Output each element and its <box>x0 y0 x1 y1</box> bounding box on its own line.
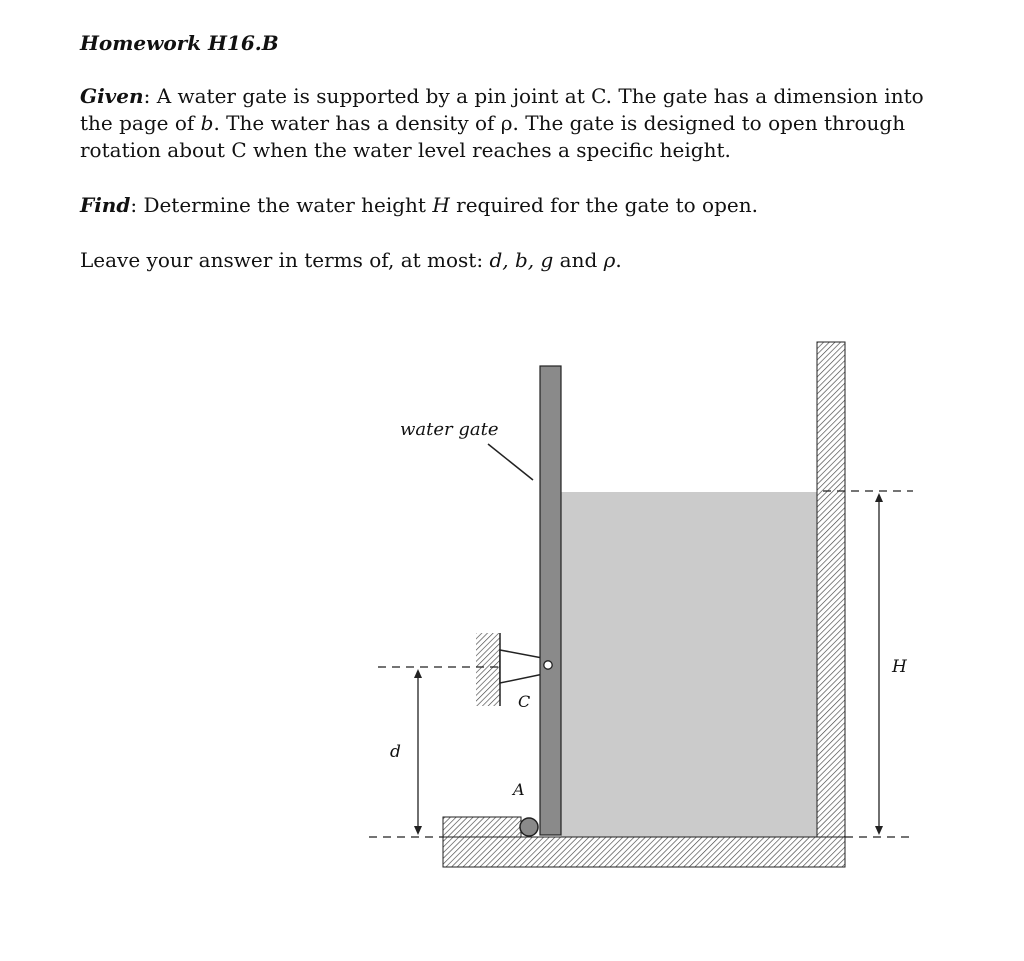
water-region <box>561 492 817 837</box>
find-var-H: H <box>432 193 450 217</box>
hinge-a-label: A <box>513 780 525 799</box>
answer-text-2: and <box>553 248 604 272</box>
answer-vars: d, b, g <box>489 248 554 272</box>
dim-d-arrow-top <box>414 669 422 678</box>
floor-step <box>443 817 521 837</box>
right-wall <box>817 342 845 837</box>
homework-title: Homework H16.B <box>80 31 279 55</box>
dim-h-arrow-top <box>875 493 883 502</box>
hinge-a-roller <box>520 818 538 836</box>
pin-c <box>544 661 552 669</box>
given-text-1: A water gate is supported by a pin joint at C. The gate has a dimension into the page of <box>80 84 924 135</box>
gate-leader-line <box>488 444 533 480</box>
given-text-2: . The water has a density of ρ. The gate is designed to open through rotation about C when the water level reaches a specific height. <box>80 111 906 162</box>
dim-d-arrow-bottom <box>414 826 422 835</box>
find-label: Find <box>80 193 131 217</box>
find-text-2: required for the gate to open. <box>449 193 758 217</box>
answer-text-1: Leave your answer in terms of, at most: <box>80 248 490 272</box>
find-sep: : <box>130 193 144 217</box>
given-var-b: b <box>200 111 214 135</box>
answer-rho: ρ <box>603 248 616 272</box>
given-sep: : <box>143 84 157 108</box>
answer-text-3: . <box>615 248 622 272</box>
dim-h-arrow-bottom <box>875 826 883 835</box>
find-text-1: Determine the water height <box>143 193 433 217</box>
dim-h-label: H <box>892 657 907 677</box>
pin-c-label: C <box>518 692 531 711</box>
floor <box>443 837 845 867</box>
support-wall <box>476 633 500 706</box>
water-gate-plate <box>540 366 561 835</box>
given-label: Given <box>80 84 144 108</box>
water-gate-label: water gate <box>400 419 499 440</box>
dim-d-label: d <box>390 742 401 762</box>
